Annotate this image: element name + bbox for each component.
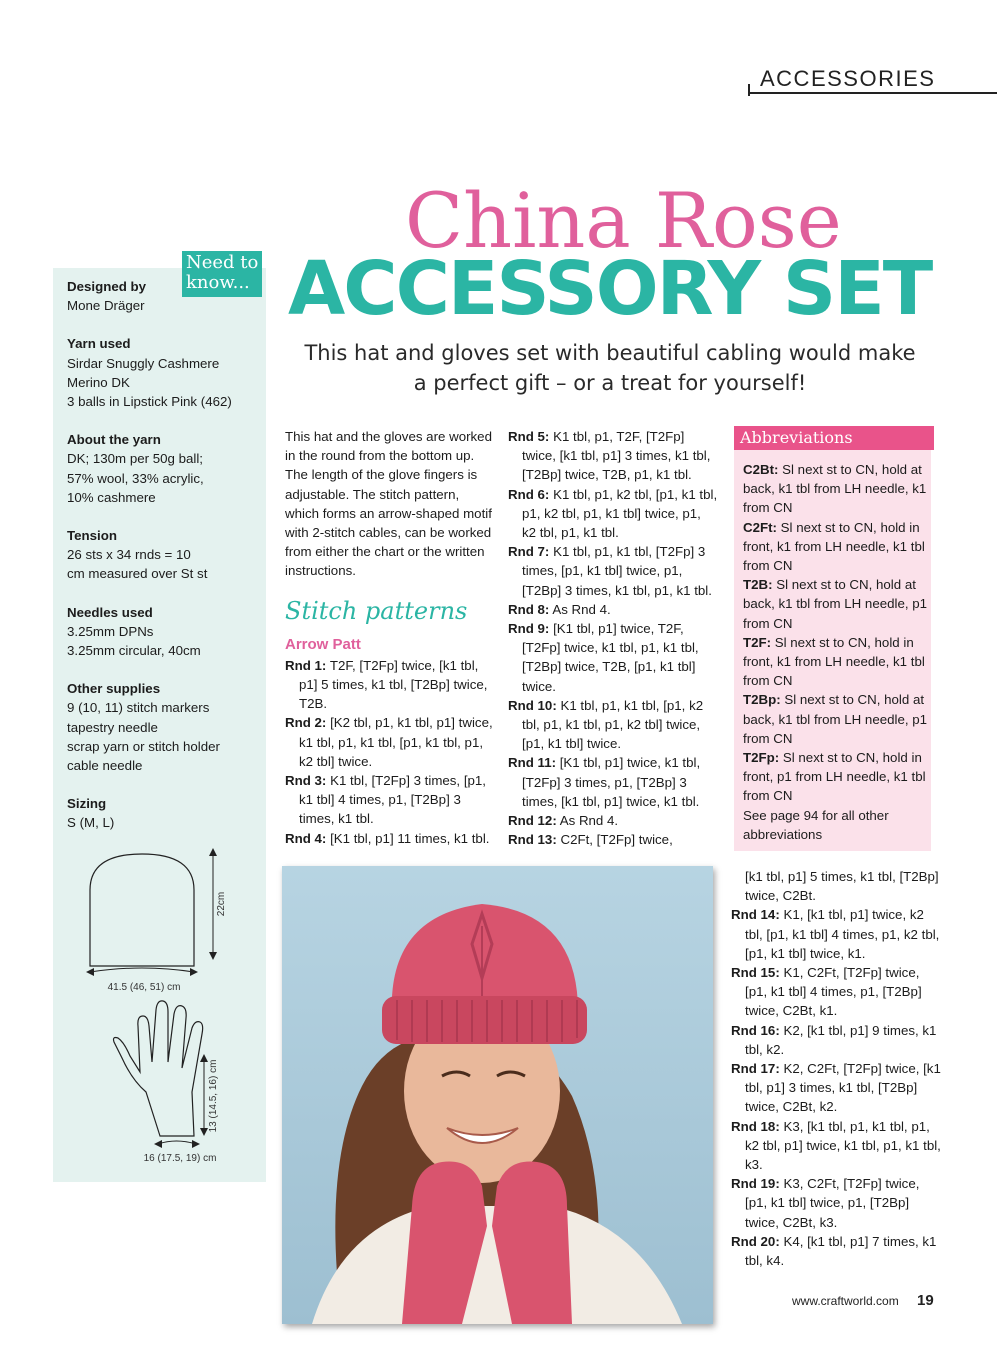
round-continuation: [k1 tbl, p1] 5 times, k1 tbl, [T2Bp] twice, C2Bt.	[745, 869, 939, 904]
section-rule	[748, 92, 997, 94]
section-label: ACCESSORIES	[760, 66, 936, 91]
body-column-1	[285, 427, 495, 848]
sidebar-line: 57% wool, 33% acrylic,	[67, 470, 204, 486]
sidebar-content	[67, 277, 257, 852]
round-instruction: Rnd 1: T2F, [T2Fp] twice, [k1 tbl, p1] 5 times, k1 tbl, [T2Bp] twice, T2B.	[285, 657, 488, 712]
round-instruction: Rnd 19: K3, C2Ft, [T2Fp] twice, [p1, k1 tbl] twice, p1, [T2Bp] twice, C2Bt, k3.	[731, 1176, 920, 1230]
round-instruction: Rnd 20: K4, [k1 tbl, p1] 7 times, k1 tbl, k4.	[731, 1233, 937, 1269]
model-illustration	[282, 866, 713, 1324]
abbreviation-footnote: See page 94 for all other abbreviations	[743, 807, 889, 842]
arrow-left-icon	[154, 1140, 162, 1148]
glove-outline	[114, 1001, 203, 1136]
glove-width-arc	[158, 1141, 196, 1144]
sidebar-heading: Other supplies	[67, 681, 161, 697]
sidebar-heading: Sizing	[67, 796, 107, 812]
page-title: ACCESSORY SET	[288, 246, 932, 332]
sidebar-section	[67, 603, 257, 661]
arrow-right-icon	[192, 1140, 200, 1148]
arrow-patt-heading: Arrow Patt	[285, 635, 361, 653]
model-photo	[282, 866, 713, 1324]
hat-width-label: 41.5 (46, 51) cm	[107, 982, 181, 993]
round-instruction: Rnd 8: As Rnd 4.	[508, 601, 611, 617]
sidebar-line: 3.25mm DPNs	[67, 623, 154, 639]
sidebar-line: Mone Dräger	[67, 298, 145, 314]
sidebar-section	[67, 794, 257, 832]
round-instruction: Rnd 7: K1 tbl, p1, k1 tbl, [T2Fp] 3 times, [p1, k1 tbl] twice, p1, [T2Bp] 3 times, k1 tbl, p1, k1 tbl.	[508, 544, 712, 598]
sidebar-line: 10% cashmere	[67, 489, 156, 505]
intro-text: This hat and gloves set with beautiful cabling would make a perfect gift – or a treat for yourself!	[304, 341, 916, 395]
page-number: 19	[917, 1292, 934, 1309]
sidebar-line: scrap yarn or stitch holder	[67, 738, 220, 754]
arrow-left-icon	[86, 968, 94, 976]
sidebar-heading: About the yarn	[67, 432, 161, 448]
sidebar-heading: Yarn used	[67, 336, 131, 352]
hat-height-label: 22cm	[216, 891, 227, 917]
sidebar-line: 26 sts x 34 rnds = 10	[67, 547, 191, 563]
sidebar-line: S (M, L)	[67, 815, 115, 831]
glove-schematic	[108, 996, 238, 1171]
sidebar-heading: Tension	[67, 528, 117, 544]
body-intro: This hat and the gloves are worked in the round from the bottom up. The length of the glove fingers is adjustable. The stitch pattern, which forms an arrow-shaped motif with 2-stitch cables, can be worked from either the chart or the written instructions.	[285, 429, 492, 579]
round-instruction: Rnd 18: K3, [k1 tbl, p1, k1 tbl, p1, k2 tbl, p1] twice, k1 tbl, p1, k1 tbl, k3.	[731, 1118, 941, 1173]
glove-length-label: 13 (14.5, 16) cm	[208, 1059, 219, 1133]
round-instruction: Rnd 5: K1 tbl, p1, T2F, [T2Fp] twice, [k1 tbl, p1] 3 times, k1 tbl, [T2Bp] twice, T2B, p1, k1 tbl.	[508, 429, 711, 483]
hat-outline	[90, 854, 194, 966]
round-instruction: Rnd 13: C2Ft, [T2Fp] twice,	[508, 832, 673, 848]
sidebar-line: Sirdar Snuggly Cashmere	[67, 355, 220, 371]
abbreviation-item: T2Bp: Sl next st to CN, hold at back, k1 tbl from LH needle, p1 from CN	[743, 692, 928, 746]
arrow-right-icon	[190, 968, 198, 976]
body-column-2	[508, 427, 718, 849]
hat-schematic	[80, 840, 230, 996]
arrow-down-icon	[200, 1128, 208, 1136]
abbreviation-item: T2Fp: Sl next st to CN, hold in front, p1 from LH needle, k1 tbl from CN	[743, 750, 926, 804]
sidebar-line: DK; 130m per 50g ball;	[67, 451, 204, 467]
footer-url[interactable]: www.craftworld.com	[792, 1294, 899, 1308]
need-to-know-tag: Need to know...	[182, 251, 262, 297]
sidebar-section	[67, 334, 257, 411]
round-instruction: Rnd 12: As Rnd 4.	[508, 813, 619, 829]
round-instruction: Rnd 15: K1, C2Ft, [T2Fp] twice, [p1, k1 tbl] 4 times, p1, [T2Bp] twice, C2Bt, k1.	[731, 965, 922, 1019]
arrow-up-icon	[200, 1054, 208, 1062]
sidebar-line: cm measured over St st	[67, 566, 208, 582]
round-instruction: Rnd 6: K1 tbl, p1, k2 tbl, [p1, k1 tbl, p1, k2 tbl, p1, k1 tbl] twice, p1, k2 tbl, p1, k1 tbl.	[508, 486, 718, 541]
arrow-up-icon	[209, 848, 217, 856]
round-instruction: Rnd 17: K2, C2Ft, [T2Fp] twice, [k1 tbl, p1] 3 times, k1 tbl, [T2Bp] twice, C2Bt, k2.	[731, 1061, 941, 1115]
body-column-3	[731, 867, 941, 1270]
round-instruction: Rnd 4: [K1 tbl, p1] 11 times, k1 tbl.	[285, 830, 490, 846]
stitch-patterns-heading: Stitch patterns	[285, 596, 468, 625]
abbreviations-heading: Abbreviations	[734, 426, 934, 450]
sidebar-heading: Designed by	[67, 279, 147, 294]
sidebar-line: 9 (10, 11) stitch markers	[67, 700, 210, 716]
abbreviation-item: T2F: Sl next st to CN, hold in front, k1 from LH needle, k1 tbl from CN	[743, 634, 925, 689]
abbreviation-item: T2B: Sl next st to CN, hold at back, k1 tbl from LH needle, p1 from CN	[743, 577, 928, 631]
section-rule-tick	[748, 84, 750, 96]
sidebar-section	[67, 277, 257, 315]
sidebar-section	[67, 430, 257, 507]
title-script: China Rose	[405, 176, 842, 265]
glove-width-label: 16 (17.5, 19) cm	[143, 1153, 217, 1164]
hat-width-arc	[90, 968, 194, 972]
sidebar-section	[67, 679, 257, 775]
abbreviations-list	[743, 460, 929, 844]
round-instruction: Rnd 11: [K1 tbl, p1] twice, k1 tbl, [T2Fp] 3 times, p1, [T2Bp] 3 times, [k1 tbl, p1] twice, k1 tbl.	[508, 755, 701, 809]
sidebar-section	[67, 526, 257, 584]
round-instruction: Rnd 3: K1 tbl, [T2Fp] 3 times, [p1, k1 tbl] 4 times, p1, [T2Bp] 3 times, k1 tbl.	[285, 773, 487, 827]
round-instruction: Rnd 2: [K2 tbl, p1, k1 tbl, p1] twice, k1 tbl, p1, k1 tbl, [p1, k1 tbl, p1, k2 tbl] twice.	[285, 715, 493, 769]
sidebar-line: tapestry needle	[67, 719, 158, 735]
sidebar-line: 3.25mm circular, 40cm	[67, 643, 201, 659]
abbreviation-item: C2Bt: Sl next st to CN, hold at back, k1 tbl from LH needle, k1 from CN	[743, 462, 927, 516]
round-instruction: Rnd 10: K1 tbl, p1, k1 tbl, [p1, k2 tbl, p1, k1 tbl, p1, k2 tbl] twice, [p1, k1 tbl] twice.	[508, 697, 704, 752]
sidebar-line: Merino DK	[67, 374, 130, 390]
round-instruction: Rnd 14: K1, [k1 tbl, p1] twice, k2 tbl, [p1, k1 tbl] 4 times, p1, k2 tbl, [p1, k1 tbl] twice, k1.	[731, 907, 940, 961]
round-instruction: Rnd 16: K2, [k1 tbl, p1] 9 times, k1 tbl, k2.	[731, 1022, 937, 1057]
sidebar-heading: Needles used	[67, 604, 153, 620]
arrow-down-icon	[209, 952, 217, 960]
sidebar-line: 3 balls in Lipstick Pink (462)	[67, 394, 232, 410]
sidebar-line: cable needle	[67, 758, 143, 774]
round-instruction: Rnd 9: [K1 tbl, p1] twice, T2F, [T2Fp] twice, k1 tbl, p1, k1 tbl, [T2Bp] twice, T2B, [p1, k1 tbl] twice.	[508, 621, 699, 694]
abbreviation-item: C2Ft: Sl next st to CN, hold in front, k1 from LH needle, k1 tbl from CN	[743, 519, 925, 574]
